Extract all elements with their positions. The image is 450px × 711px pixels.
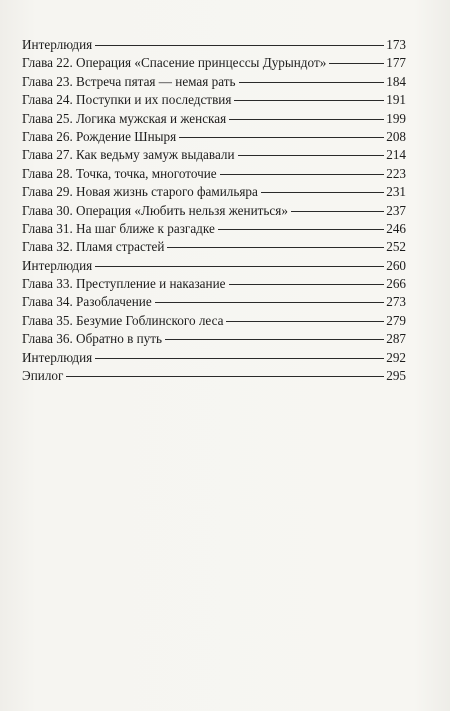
toc-entry — [22, 312, 406, 330]
toc-entry-page: 191 — [386, 92, 406, 108]
toc-entry — [22, 128, 406, 146]
toc-entry-page: 237 — [386, 202, 406, 218]
toc-leader-line — [229, 284, 385, 285]
toc-leader-line — [234, 100, 384, 101]
toc-entry-title: Глава 31. На шаг ближе к разгадке — [22, 220, 215, 236]
toc-leader-line — [167, 247, 384, 248]
toc-entry — [22, 36, 406, 54]
toc-leader-line — [238, 155, 384, 156]
toc-entry-title: Глава 25. Логика мужская и женская — [22, 110, 227, 126]
toc-leader-line — [179, 137, 384, 138]
toc-entry-page: 292 — [386, 349, 406, 365]
toc-leader-line — [218, 229, 384, 230]
toc-entry — [22, 54, 406, 72]
toc-entry-title: Интерлюдия — [22, 257, 93, 273]
toc-leader-line — [95, 266, 384, 267]
toc-leader-line — [226, 321, 384, 322]
toc-leader-line — [329, 63, 384, 64]
toc-entry-title: Глава 32. Пламя страстей — [22, 239, 165, 255]
toc-entry-page: 214 — [386, 147, 406, 163]
toc-entry-title: Глава 30. Операция «Любить нельзя жениться» — [22, 202, 288, 218]
toc-entry-title: Глава 28. Точка, точка, многоточие — [22, 165, 217, 181]
toc-entry — [22, 238, 406, 256]
toc-entry-title: Глава 26. Рождение Шныря — [22, 128, 177, 144]
toc-entry — [22, 330, 406, 348]
toc-entry-title: Глава 33. Преступление и наказание — [22, 276, 226, 292]
toc-entry-page: 223 — [386, 165, 406, 181]
toc-leader-line — [165, 339, 384, 340]
toc-entry-title: Глава 36. Обратно в путь — [22, 331, 163, 347]
toc-leader-line — [95, 45, 384, 46]
toc-entry-page: 266 — [386, 276, 406, 292]
table-of-contents — [22, 36, 406, 385]
toc-entry — [22, 165, 406, 183]
toc-entry-title: Глава 34. Разоблачение — [22, 294, 152, 310]
toc-entry-title: Интерлюдия — [22, 37, 93, 52]
toc-entry — [22, 367, 406, 385]
toc-entry-page: 295 — [386, 368, 406, 384]
toc-entry-page: 260 — [386, 257, 406, 273]
toc-entry — [22, 146, 406, 164]
toc-entry-page: 177 — [386, 55, 406, 71]
toc-entry-page: 173 — [386, 37, 406, 52]
toc-entry-page: 199 — [386, 110, 406, 126]
toc-entry-page: 287 — [386, 331, 406, 347]
toc-entry — [22, 73, 406, 91]
toc-leader-line — [291, 211, 384, 212]
toc-leader-line — [220, 174, 384, 175]
toc-entry — [22, 220, 406, 238]
toc-entry-page: 273 — [386, 294, 406, 310]
toc-leader-line — [229, 119, 384, 120]
toc-entry — [22, 275, 406, 293]
toc-entry — [22, 110, 406, 128]
toc-entry-title: Глава 35. Безумие Гоблинского леса — [22, 312, 224, 328]
toc-entry-page: 252 — [386, 239, 406, 255]
toc-leader-line — [155, 302, 384, 303]
toc-entry-title: Глава 29. Новая жизнь старого фамильяра — [22, 184, 258, 200]
toc-entry-title: Глава 24. Поступки и их последствия — [22, 92, 232, 108]
toc-entry — [22, 91, 406, 109]
toc-entry-page: 279 — [386, 312, 406, 328]
toc-entry — [22, 349, 406, 367]
toc-entry — [22, 183, 406, 201]
toc-entry — [22, 202, 406, 220]
toc-entry-title: Эпилог — [22, 368, 64, 384]
toc-entry-title: Глава 23. Встреча пятая — немая рать — [22, 73, 236, 89]
toc-entry-page: 246 — [386, 220, 406, 236]
toc-entry — [22, 293, 406, 311]
toc-entry-title: Глава 27. Как ведьму замуж выдавали — [22, 147, 235, 163]
toc-entry-title: Интерлюдия — [22, 349, 93, 365]
toc-entry-page: 184 — [386, 73, 406, 89]
toc-leader-line — [239, 82, 384, 83]
toc-entry-page: 208 — [386, 128, 406, 144]
toc-entry-page: 231 — [386, 184, 406, 200]
toc-entry — [22, 257, 406, 275]
toc-leader-line — [261, 192, 384, 193]
toc-leader-line — [66, 376, 384, 377]
toc-entry-title: Глава 22. Операция «Спасение принцессы Дурындот» — [22, 55, 327, 71]
toc-leader-line — [95, 358, 384, 359]
